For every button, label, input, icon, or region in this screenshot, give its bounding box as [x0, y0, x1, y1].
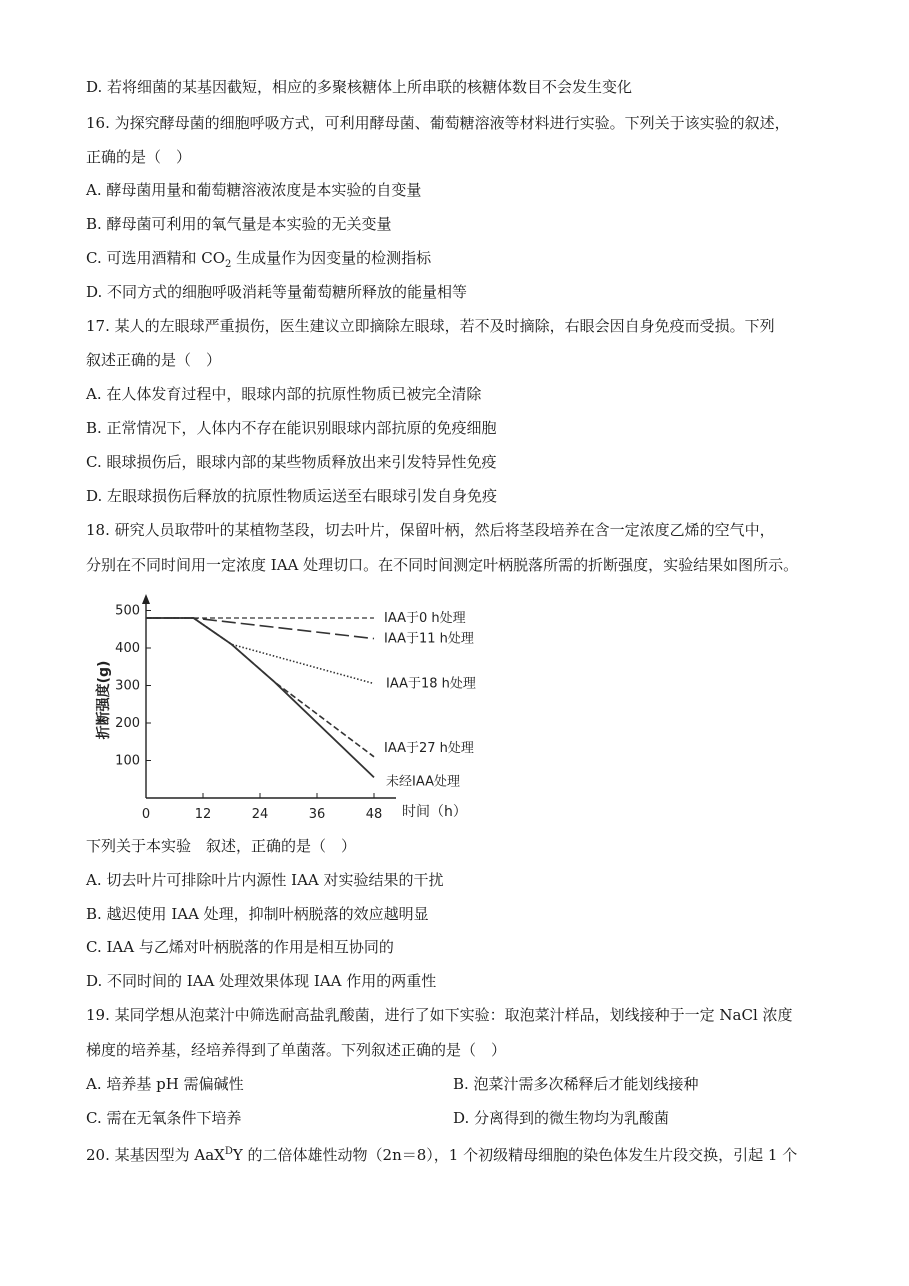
y-tick-label: 500 — [115, 603, 140, 619]
q16-stem-line1: 16. 为探究酵母菌的细胞呼吸方式，可利用酵母菌、葡萄糖溶液等材料进行实验。下列关于该实验的叙述， — [86, 114, 790, 132]
q19-option-c: C. 需在无氧条件下培养 — [86, 1109, 242, 1127]
abscission-strength-chart — [84, 590, 514, 830]
q19-option-b: B. 泡菜汁需多次稀释后才能划线接种 — [453, 1075, 699, 1093]
q20-stem-sup: D — [224, 1146, 233, 1157]
x-tick-label: 0 — [141, 807, 151, 822]
q16-option-d: D. 不同方式的细胞呼吸消耗等量葡萄糖所释放的能量相等 — [86, 283, 468, 301]
series-label-4: IAA于27 h处理 — [384, 740, 474, 756]
series-label-3: IAA于18 h处理 — [386, 676, 476, 692]
q17-option-c: C. 眼球损伤后，眼球内部的某些物质释放出来引发特异性免疫 — [86, 453, 497, 471]
series-line-5 — [146, 618, 374, 777]
q17-option-d: D. 左眼球损伤后释放的抗原性物质运送至右眼球引发自身免疫 — [86, 487, 498, 505]
q15-option-d: D. 若将细菌的某基因截短，相应的多聚核糖体上所串联的核糖体数目不会发生变化 — [86, 78, 633, 96]
x-tick-label: 36 — [308, 807, 326, 822]
q18-option-d: D. 不同时间的 IAA 处理效果体现 IAA 作用的两重性 — [86, 972, 437, 990]
q18-after-chart: 下列关于本实验 叙述，正确的是（ ） — [86, 837, 357, 855]
q16-option-c-post: 生成量作为因变量的检测指标 — [231, 249, 432, 267]
x-tick-label: 24 — [251, 807, 269, 822]
chart-labels — [95, 604, 476, 823]
q20-stem-post: Y 的二倍体雄性动物（2n＝8），1 个初级精母细胞的染色体发生片段交换，引起 1 个 — [232, 1146, 798, 1164]
series-label-5: 未经IAA处理 — [386, 774, 460, 790]
q16-option-c — [86, 248, 431, 275]
q19-stem-line2: 梯度的培养基，经培养得到了单菌落。下列叙述正确的是（ ） — [86, 1041, 507, 1059]
series-label-2: IAA于11 h处理 — [384, 631, 474, 647]
q20-stem — [86, 1142, 797, 1165]
q18-option-b: B. 越迟使用 IAA 处理，抑制叶柄脱落的效应越明显 — [86, 905, 429, 923]
q16-stem-line2: 正确的是（ ） — [86, 148, 192, 166]
q18-option-c: C. IAA 与乙烯对叶柄脱落的作用是相互协同的 — [86, 938, 394, 956]
q16-option-c-pre: C. 可选用酒精和 CO — [86, 249, 226, 267]
y-tick-label: 300 — [115, 678, 140, 694]
series-line-3 — [146, 618, 374, 684]
x-axis-title: 时间（h） — [402, 804, 467, 820]
y-tick-label: 400 — [115, 641, 140, 656]
q17-option-a: A. 在人体发育过程中，眼球内部的抗原性物质已被完全清除 — [86, 385, 482, 403]
q17-stem-line1: 17. 某人的左眼球严重损伤，医生建议立即摘除左眼球，若不及时摘除，右眼会因自身免疫而受损。下列 — [86, 317, 775, 335]
q16-option-a: A. 酵母菌用量和葡萄糖溶液浓度是本实验的自变量 — [86, 181, 422, 199]
x-tick-label: 12 — [194, 807, 212, 822]
q18-option-a: A. 切去叶片可排除叶片内源性 IAA 对实验结果的干扰 — [86, 871, 444, 889]
x-tick-label: 48 — [365, 807, 383, 822]
q19-option-d: D. 分离得到的微生物均为乳酸菌 — [453, 1109, 670, 1127]
series-line-4 — [146, 618, 374, 757]
q20-stem-pre: 20. 某基因型为 AaX — [86, 1146, 225, 1164]
series-line-2 — [146, 618, 374, 639]
chart-axes — [142, 594, 396, 798]
series-label-1: IAA于0 h处理 — [384, 611, 466, 626]
q16-option-b: B. 酵母菌可利用的氧气量是本实验的无关变量 — [86, 215, 392, 233]
q19-option-a: A. 培养基 pH 需偏碱性 — [86, 1075, 244, 1093]
y-axis-arrow — [142, 594, 150, 604]
q19-stem-line1: 19. 某同学想从泡菜汁中筛选耐高盐乳酸菌，进行了如下实验：取泡菜汁样品，划线接种于一定 NaCl 浓度 — [86, 1006, 793, 1024]
y-tick-label: 100 — [115, 753, 140, 769]
q17-stem-line2: 叙述正确的是（ ） — [86, 351, 222, 369]
q18-stem-line1: 18. 研究人员取带叶的某植物茎段，切去叶片，保留叶柄，然后将茎段培养在含一定浓度乙烯的空气中， — [86, 521, 775, 539]
chart-series-lines — [146, 618, 374, 777]
q16-option-c-sub: 2 — [225, 259, 232, 270]
q17-option-b: B. 正常情况下，人体内不存在能识别眼球内部抗原的免疫细胞 — [86, 419, 497, 437]
q18-stem-line2: 分别在不同时间用一定浓度 IAA 处理切口。在不同时间测定叶柄脱落所需的折断强度，实验结果如图所示。 — [86, 556, 799, 574]
y-axis-title: 折断强度(g) — [96, 660, 112, 740]
y-tick-label: 200 — [115, 716, 140, 731]
